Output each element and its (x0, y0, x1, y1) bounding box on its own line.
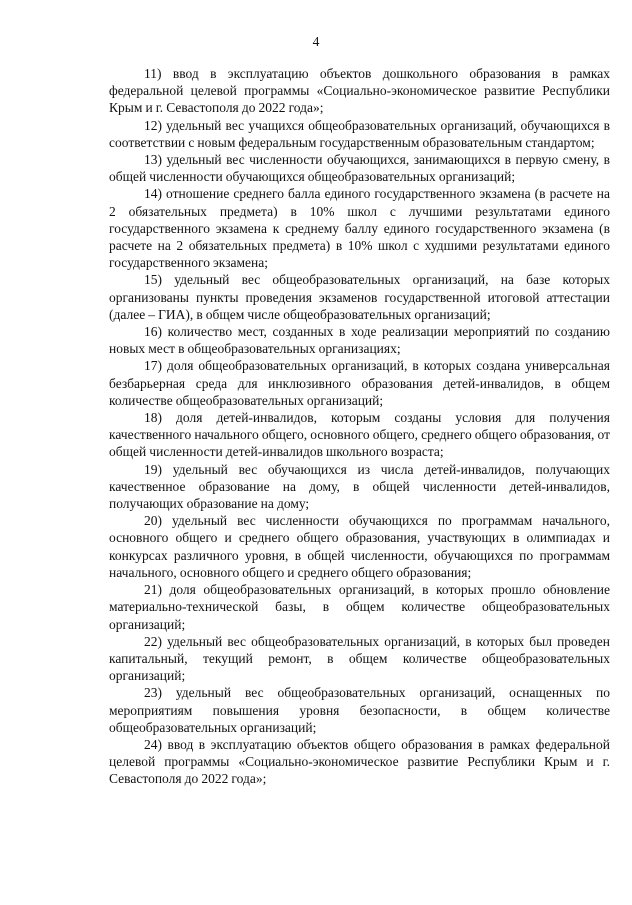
list-item: 23) удельный вес общеобразовательных организаций, оснащенных по мероприятиям повышения уровня безопасности, в общем количестве общеобразовательных организаций; (109, 685, 610, 735)
list-item: 20) удельный вес численности обучающихся по программам начального, основного общего и среднего общего образования, участвующих в олимпиадах и конкурсах различного уровня, в общей численности, обучающихся по программам начального, основного общего и среднего общего образования; (109, 513, 610, 580)
list-item: 22) удельный вес общеобразовательных организаций, в которых был проведен капитальный, текущий ремонт, в общем количестве общеобразовательных организаций; (109, 633, 610, 684)
indicator-list (109, 65, 610, 788)
list-item: 13) удельный вес численности обучающихся, занимающихся в первую смену, в общей численности обучающихся общеобразовательных организаций; (109, 152, 610, 185)
list-item: 11) ввод в эксплуатацию объектов дошкольного образования в рамках федеральной целевой программы «Социально-экономическое развитие Республики Крым и г. Севастополя до 2022 года»; (109, 66, 610, 116)
list-item: 21) доля общеобразовательных организаций, в которых прошло обновление материально-технической базы, в общем количестве общеобразовательных организаций; (109, 582, 610, 632)
list-item: 17) доля общеобразовательных организаций, в которых создана универсальная безбарьерная среда для инклюзивного образования детей-инвалидов, в общем количестве общеобразовательных организаций; (109, 358, 610, 408)
list-item: 19) удельный вес обучающихся из числа детей-инвалидов, получающих качественное образование на дому, в общей численности детей-инвалидов, получающих образование на дому; (109, 461, 610, 512)
page-number: 4 (312, 34, 320, 49)
list-item: 14) отношение среднего балла единого государственного экзамена (в расчете на 2 обязательных предмета) в 10% школ с лучшими результатами единого государственного экзамена к среднему баллу единого государственного экзамена (в расчете на 2 обязательных предмета) в 10% школ с худшими результатами единого государственного экзамена; (109, 186, 610, 271)
list-item: 24) ввод в эксплуатацию объектов общего образования в рамках федеральной целевой программы «Социально-экономическое развитие Республики Крым и г. Севастополя до 2022 года»; (109, 736, 610, 787)
list-item: 18) доля детей-инвалидов, которым созданы условия для получения качественного начального общего, основного общего, среднего общего образования, от общей численности детей-инвалидов школьного возраста; (109, 410, 610, 460)
list-item: 15) удельный вес общеобразовательных организаций, на базе которых организованы пункты проведения экзаменов государственной итоговой аттестации (далее – ГИА), в общем числе общеобразовательных организаций; (109, 272, 610, 322)
list-item: 12) удельный вес учащихся общеобразовательных организаций, обучающихся в соответствии с новым федеральным государственным образовательным стандартом; (109, 117, 610, 150)
list-item: 16) количество мест, созданных в ходе реализации мероприятий по созданию новых мест в общеобразовательных организациях; (109, 324, 610, 357)
